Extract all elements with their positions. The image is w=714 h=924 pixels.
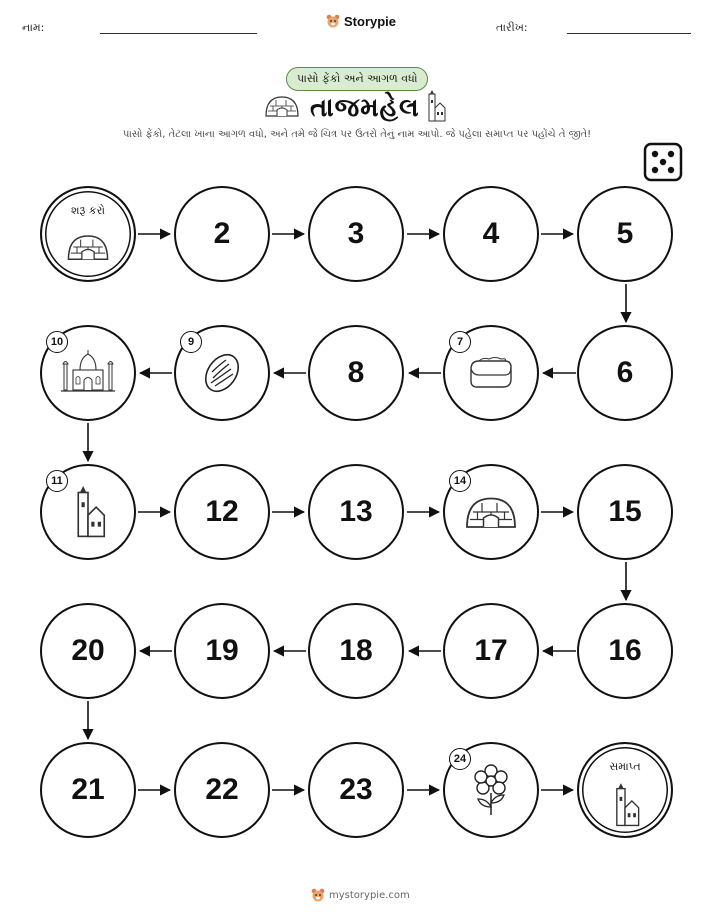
potato-icon: [199, 350, 245, 396]
cell-number: 20: [71, 634, 105, 667]
cell-6[interactable]: [577, 325, 673, 421]
cell-number: 17: [474, 634, 508, 667]
cell-23[interactable]: [308, 742, 404, 838]
flower-icon: [471, 763, 511, 817]
instructions: પાસો ફેંકો, તેટલા ખાના આગળ વધો, અને તમે જે ચિત્ર પર ઉતરો તેનું નામ આપો. જે પહેલા સમાપ્ત પર પહોંચે તે જીતે!: [122, 129, 592, 140]
cell-24[interactable]: [443, 742, 539, 838]
cell-badge: 11: [46, 470, 68, 492]
igloo-icon: [464, 494, 518, 530]
start-label: શરૂ કરો: [70, 204, 106, 217]
cell-7[interactable]: [443, 325, 539, 421]
cell-17[interactable]: [443, 603, 539, 699]
cell-3[interactable]: [308, 186, 404, 282]
bear-logo-icon: [311, 888, 325, 903]
cell-5[interactable]: [577, 186, 673, 282]
cell-19[interactable]: [174, 603, 270, 699]
cell-badge: 24: [449, 748, 471, 770]
cell-badge: 9: [180, 331, 202, 353]
cell-number: 2: [213, 217, 231, 250]
cell-13[interactable]: [308, 464, 404, 560]
cell-10[interactable]: [40, 325, 136, 421]
cell-15[interactable]: [577, 464, 673, 560]
cell-8[interactable]: [308, 325, 404, 421]
cell-number: 6: [616, 356, 634, 389]
cell-number: 4: [482, 217, 500, 250]
cell-number: 16: [608, 634, 642, 667]
name-label: નામ:: [22, 21, 45, 34]
cell-number: 23: [339, 773, 373, 806]
taj-mahal-icon: [59, 350, 117, 396]
subtitle-pill: પાસો ફેંકો અને આગળ વધો: [286, 67, 428, 91]
cell-number: 22: [205, 773, 239, 806]
church-icon: [610, 783, 640, 827]
finish-cell[interactable]: [577, 742, 673, 838]
cell-14[interactable]: [443, 464, 539, 560]
cell-4[interactable]: [443, 186, 539, 282]
start-cell[interactable]: [40, 186, 136, 282]
cell-number: 3: [347, 217, 365, 250]
cell-badge: 10: [46, 331, 68, 353]
cell-number: 21: [71, 773, 105, 806]
cell-12[interactable]: [174, 464, 270, 560]
cell-2[interactable]: [174, 186, 270, 282]
cell-21[interactable]: [40, 742, 136, 838]
cell-20[interactable]: [40, 603, 136, 699]
footer-url[interactable]: mystorypie.com: [329, 890, 410, 901]
cell-badge: 14: [449, 470, 471, 492]
cell-number: 18: [339, 634, 373, 667]
cell-18[interactable]: [308, 603, 404, 699]
cell-number: 8: [347, 356, 365, 389]
cell-number: 15: [608, 495, 642, 528]
cell-9[interactable]: [174, 325, 270, 421]
cell-number: 5: [616, 217, 634, 250]
cell-16[interactable]: [577, 603, 673, 699]
igloo-icon: [66, 232, 110, 262]
date-label: તારીખ:: [496, 21, 528, 34]
cell-number: 13: [339, 495, 373, 528]
finish-label: સમાપ્ત: [609, 760, 641, 773]
cell-badge: 7: [449, 331, 471, 353]
footer: [311, 888, 410, 903]
cell-22[interactable]: [174, 742, 270, 838]
church-icon: [70, 486, 106, 538]
cell-number: 12: [205, 495, 239, 528]
soap-icon: [465, 353, 517, 393]
cell-11[interactable]: [40, 464, 136, 560]
cell-number: 19: [205, 634, 239, 667]
page-title: તાજમહેલ: [310, 93, 420, 123]
brand-name: Storypie: [344, 14, 397, 29]
